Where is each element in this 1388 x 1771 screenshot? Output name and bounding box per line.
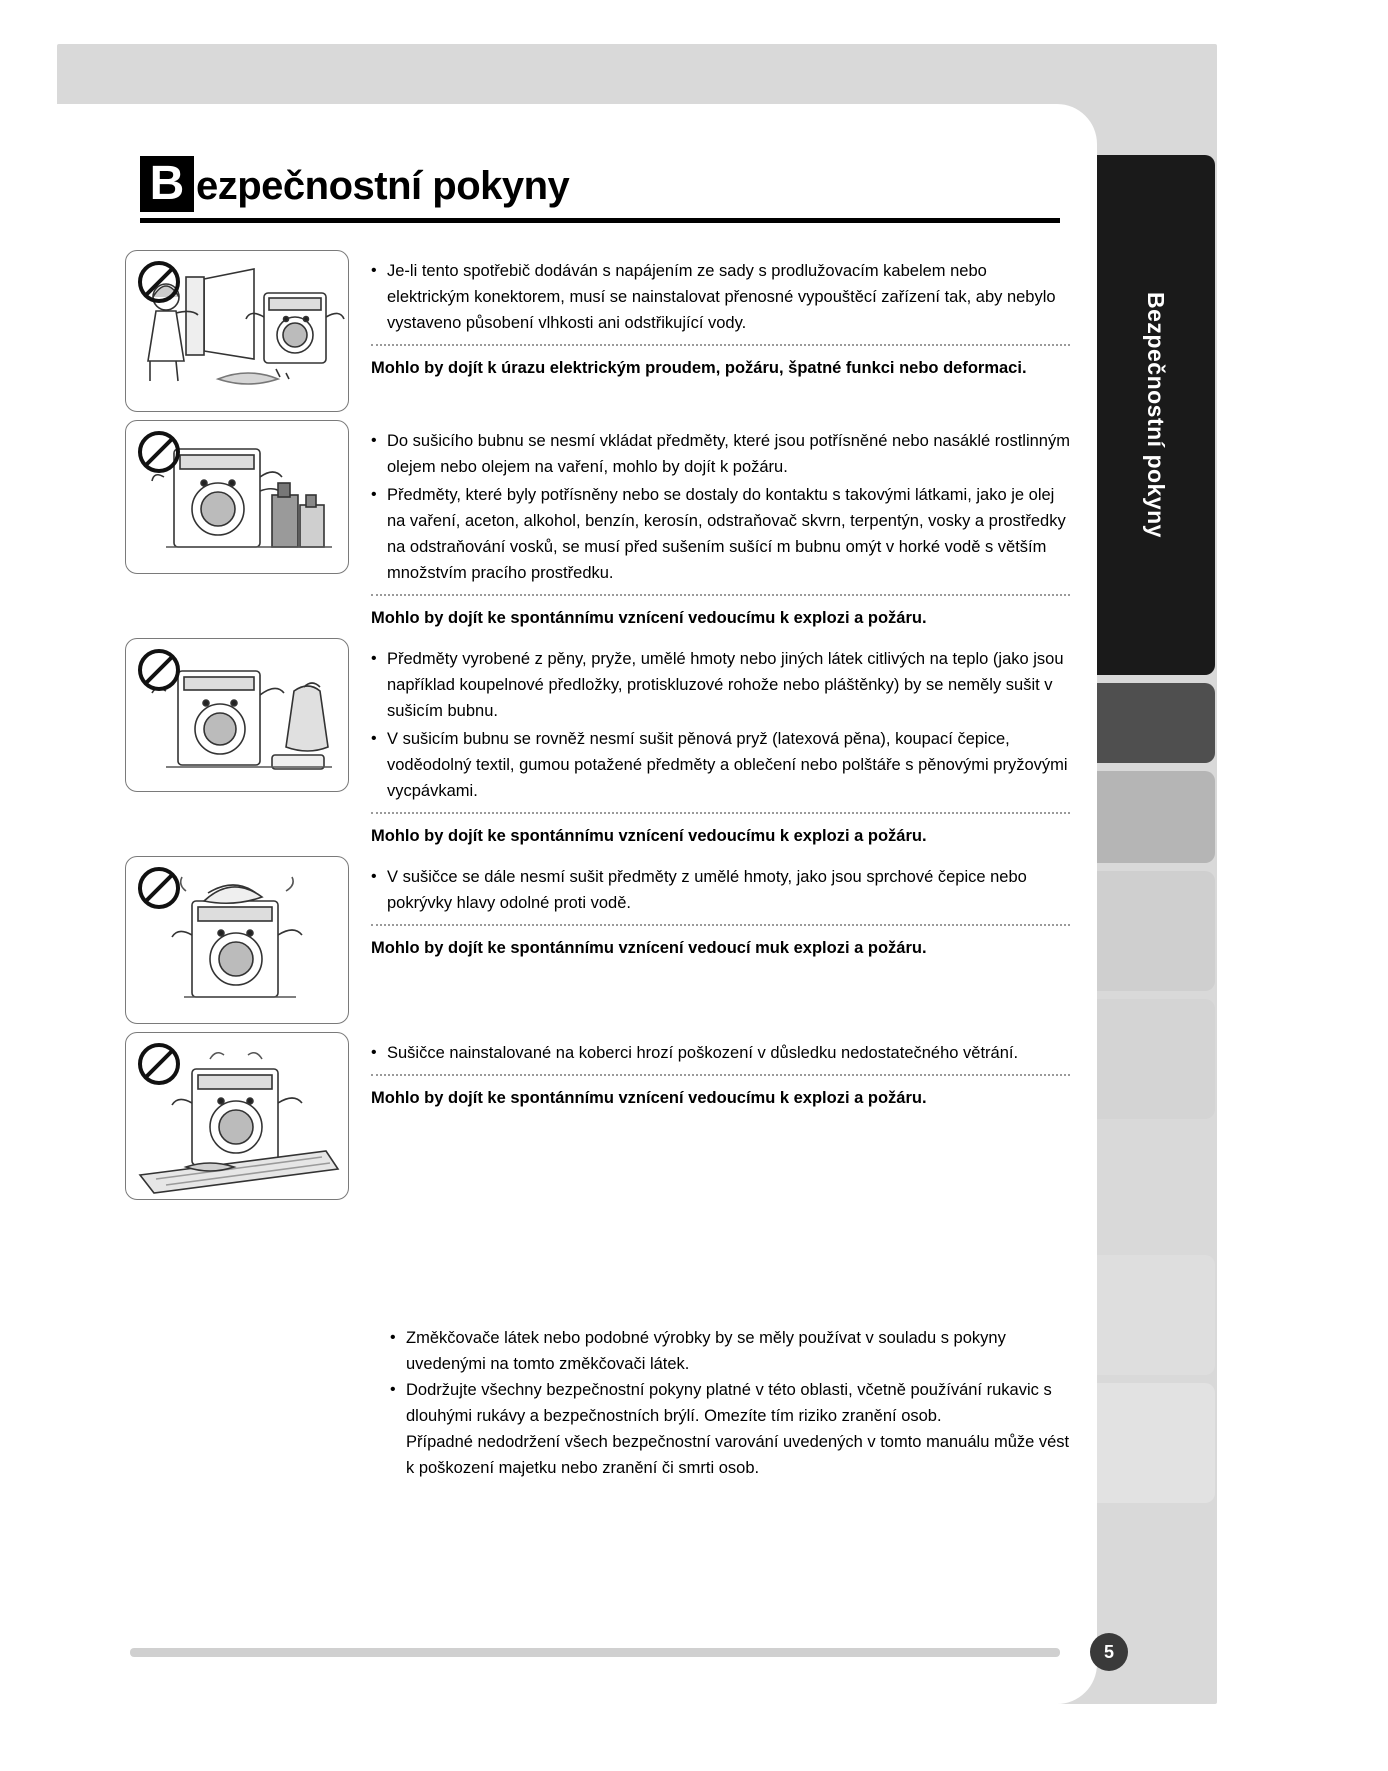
safety-block-text <box>349 420 1070 630</box>
page-heading <box>140 150 1060 223</box>
illustration-woman-opening-door-near-washer <box>125 250 349 412</box>
illustration-washer-on-carpet <box>125 1032 349 1200</box>
safety-block-text <box>349 856 1070 960</box>
bullet-item: • Do sušicího bubnu se nesmí vkládat předměty, které jsou potřísněné nebo nasáklé rostlinným olejem nebo olejem na vaření, mohlo by dojít k požáru. <box>371 428 1070 480</box>
prohibition-sign-icon <box>136 259 182 305</box>
side-tab-label: Bezpečnostní pokyny <box>1143 292 1170 538</box>
page-title: ezpečnostní pokyny <box>196 164 570 208</box>
safety-block <box>125 1032 1070 1200</box>
warning-text: Mohlo by dojít ke spontánnímu vznícení vedoucímu k explozi a požáru. <box>371 1089 927 1107</box>
dotted-divider <box>371 1074 1070 1076</box>
side-tab-active[interactable] <box>1097 155 1215 675</box>
heading-initial-badge: B <box>140 156 194 212</box>
side-tab-2[interactable] <box>1097 683 1215 763</box>
warning-text: Mohlo by dojít ke spontánnímu vznícení vedoucímu k explozi a požáru. <box>371 609 927 627</box>
side-tab-6[interactable] <box>1097 1127 1215 1247</box>
illustration-washer-with-oil-cans <box>125 420 349 574</box>
safety-block-text <box>349 638 1070 848</box>
warning-text: Mohlo by dojít k úrazu elektrickým proudem, požáru, špatné funkci nebo deformaci. <box>371 359 1027 377</box>
bullet-item: • Předměty, které byly potřísněny nebo se dostaly do kontaktu s takovými látkami, jako je olej na vaření, aceton, alkohol, benzín, kerosín, odstraňovač skvrn, terpentýn, vosky a prostředky na odstraňování vosků, se musí před sušením sušící m bubnu omýt v horké vodě s větším množstvím pracího prostředku. <box>371 482 1070 586</box>
bullet-item: • Je-li tento spotřebič dodáván s napájením ze sady s prodlužovacím kabelem nebo elektrickým konektorem, musí se nainstalovat přenosné vypouštěcí zařízení tak, aby nebylo vystaveno působení vlhkosti ani odstřikující vody. <box>371 258 1070 336</box>
prohibition-sign-icon <box>136 865 182 911</box>
bullet-item: • V sušicím bubnu se rovněž nesmí sušit pěnová pryž (latexová pěna), koupací čepice, voděodolný textil, gumou potažené předměty a oblečení nebo polštáře s pěnovými pryžovými vycpávkami. <box>371 726 1070 804</box>
prohibition-sign-icon <box>136 429 182 475</box>
bottom-note-extra-line: Případné nedodržení všech bezpečnostní varování uvedených v tomto manuálu může vést k poškození majetku nebo zranění či smrti osob. <box>406 1433 1070 1477</box>
safety-block <box>125 420 1070 630</box>
heading-divider <box>140 218 1060 223</box>
illustration-washer-with-shower-cap <box>125 856 349 1024</box>
dotted-divider <box>371 594 1070 596</box>
bottom-note <box>390 1325 1070 1481</box>
side-tab-7[interactable] <box>1097 1255 1215 1375</box>
safety-block-text <box>349 250 1070 380</box>
dotted-divider <box>371 812 1070 814</box>
bullet-item: • Změkčovače látek nebo podobné výrobky by se měly používat v souladu s pokyny uvedenými na tomto změkčovači látek. <box>390 1325 1070 1377</box>
side-tab-5[interactable] <box>1097 999 1215 1119</box>
bullet-item: • Sušičce nainstalované na koberci hrozí poškození v důsledku nedostatečného větrání. <box>371 1040 1070 1066</box>
prohibition-sign-icon <box>136 1041 182 1087</box>
footer-rule <box>130 1648 1060 1657</box>
safety-block <box>125 250 1070 412</box>
side-tab-4[interactable] <box>1097 871 1215 991</box>
safety-block <box>125 638 1070 848</box>
warning-text: Mohlo by dojít ke spontánnímu vznícení vedoucí muk explozi a požáru. <box>371 939 927 957</box>
bullet-item: • Dodržujte všechny bezpečnostní pokyny platné v této oblasti, včetně používání rukavic s dlouhými rukávy a bezpečnostních brýlí. Omezíte tím riziko zranění osob. <box>390 1377 1070 1429</box>
side-tab-3[interactable] <box>1097 771 1215 863</box>
bullet-item: • Předměty vyrobené z pěny, pryže, umělé hmoty nebo jiných látek citlivých na teplo (jako jsou například koupelnové předložky, protiskluzové rohože nebo pláštěnky) by se neměly sušit v sušicím bubnu. <box>371 646 1070 724</box>
safety-block <box>125 856 1070 1024</box>
prohibition-sign-icon <box>136 647 182 693</box>
dotted-divider <box>371 924 1070 926</box>
side-tab-8[interactable] <box>1097 1383 1215 1503</box>
safety-instruction-list <box>125 250 1070 1208</box>
page-number: 5 <box>1090 1633 1128 1671</box>
illustration-washer-with-foam-items <box>125 638 349 792</box>
side-tab-strip <box>1097 155 1217 1511</box>
dotted-divider <box>371 344 1070 346</box>
bullet-item: • V sušičce se dále nesmí sušit předměty z umělé hmoty, jako jsou sprchové čepice nebo pokrývky hlavy odolné proti vodě. <box>371 864 1070 916</box>
warning-text: Mohlo by dojít ke spontánnímu vznícení vedoucímu k explozi a požáru. <box>371 827 927 845</box>
safety-block-text <box>349 1032 1070 1110</box>
